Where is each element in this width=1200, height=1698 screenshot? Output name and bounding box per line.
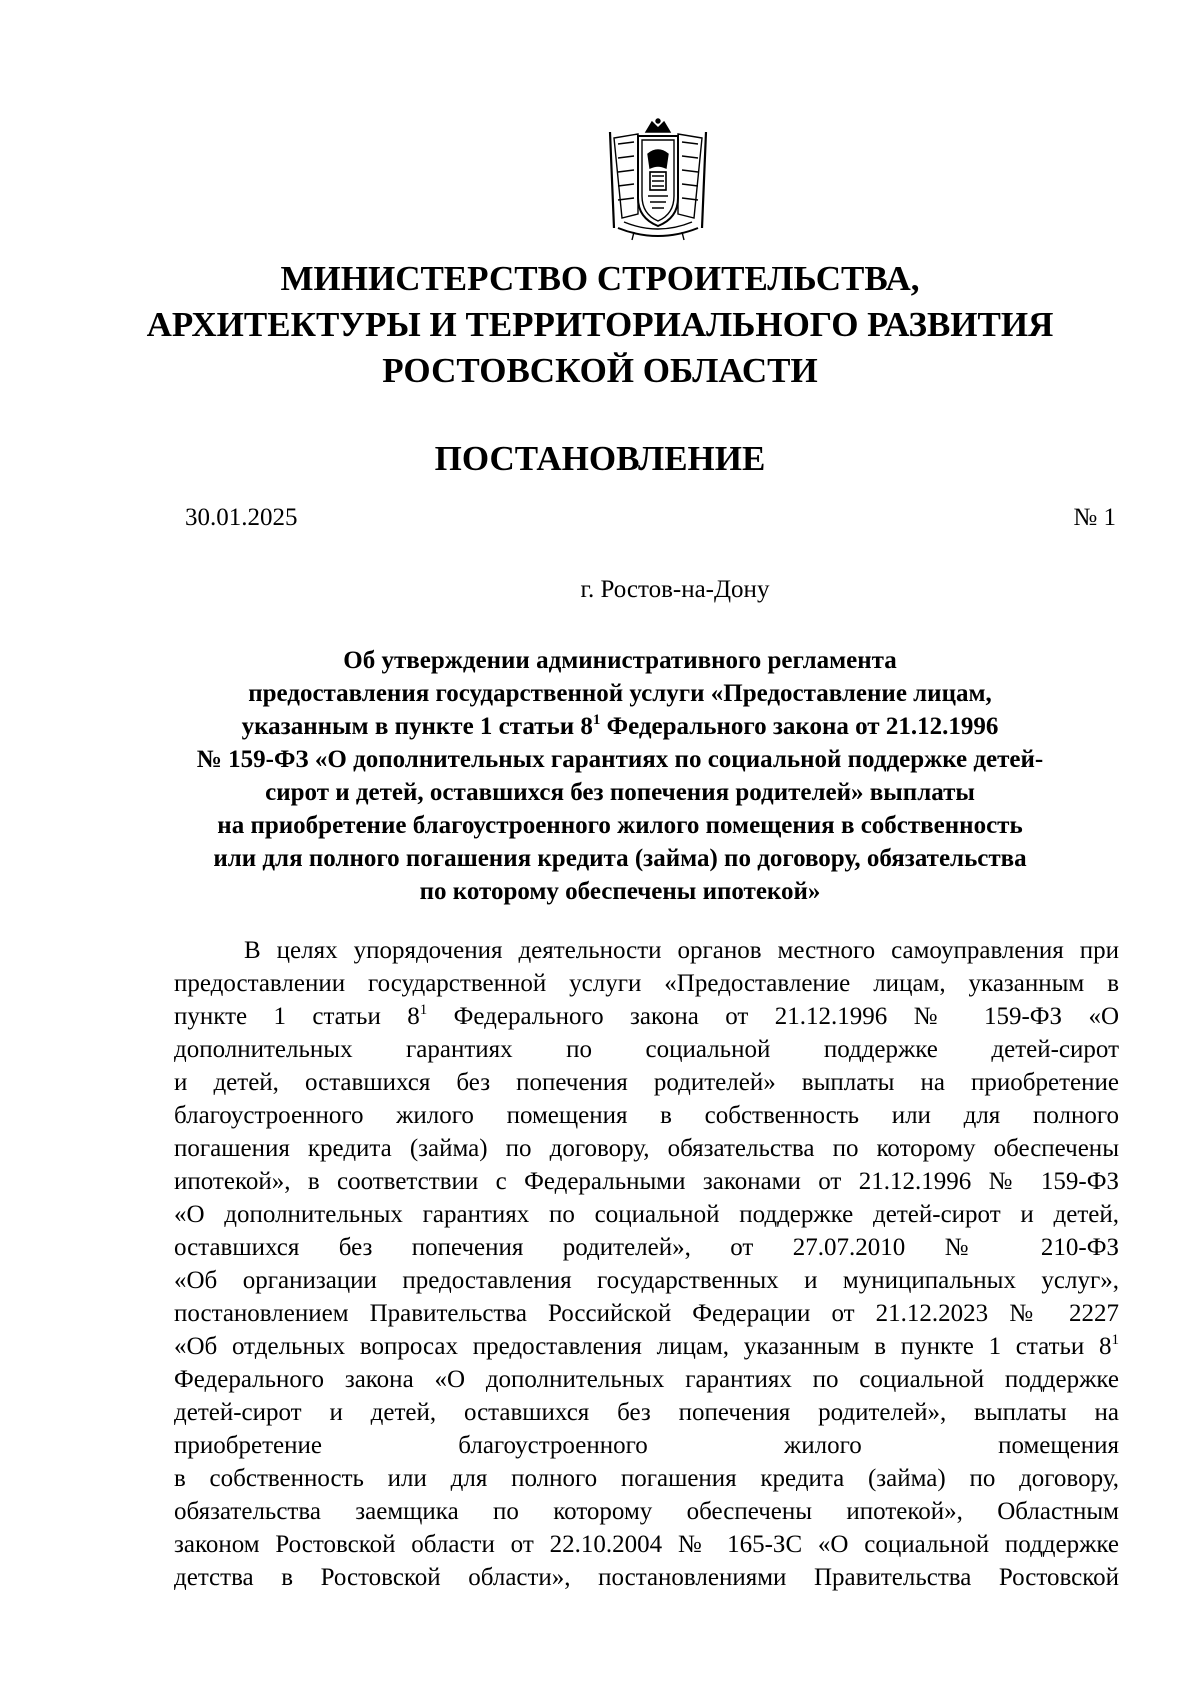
body-line: постановлением Правительства Российской Федерации от 21.12.2023 № 2227 <box>174 1300 1119 1327</box>
body-line <box>174 1330 1119 1363</box>
document-body <box>174 934 1119 1594</box>
body-line: оставшихся без попечения родителей», от 27.07.2010 № 210-ФЗ <box>174 1234 1119 1261</box>
body-line <box>174 1000 1119 1033</box>
body-line: обязательства заемщика по которому обеспечены ипотекой», Областным <box>174 1498 1119 1525</box>
body-line-part: Федерального закона от 21.12.1996 № 159-ФЗ «О <box>427 1003 1120 1030</box>
body-line: «О дополнительных гарантиях по социальной поддержке детей-сирот и детей, <box>174 1201 1119 1228</box>
body-line: В целях упорядочения деятельности органов местного самоуправления при <box>244 937 1119 964</box>
body-line: дополнительных гарантиях по социальной поддержке детей-сирот <box>174 1036 1119 1063</box>
subject-line: Об утверждении административного регламента <box>343 647 897 674</box>
subject-line-part: Федерального закона от 21.12.1996 <box>600 713 999 740</box>
ministry-line-3: РОСТОВСКОЙ ОБЛАСТИ <box>382 351 818 390</box>
document-subject <box>150 644 1090 908</box>
ministry-name <box>100 256 1100 394</box>
body-line: в собственность или для полного погашения кредита (займа) по договору, <box>174 1465 1119 1492</box>
body-line: ипотекой», в соответствии с Федеральными законами от 21.12.1996 № 159-ФЗ <box>174 1168 1119 1195</box>
body-line: «Об организации предоставления государственных и муниципальных услуг», <box>174 1267 1119 1294</box>
coat-of-arms-emblem <box>604 118 712 244</box>
body-line: благоустроенного жилого помещения в собственность или для полного <box>174 1102 1119 1129</box>
body-line: предоставлении государственной услуги «Предоставление лицам, указанным в <box>174 970 1119 997</box>
subject-line <box>150 710 1090 743</box>
superscript: 1 <box>419 1002 428 1018</box>
subject-line: или для полного погашения кредита (займа) по договору, обязательства <box>213 845 1027 872</box>
superscript: 1 <box>592 712 601 728</box>
document-city: г. Ростов-на-Дону <box>580 576 770 603</box>
body-line: и детей, оставшихся без попечения родителей» выплаты на приобретение <box>174 1069 1119 1096</box>
document-date: 30.01.2025 <box>185 504 298 531</box>
body-line-part: пункте 1 статьи 8 <box>174 1003 420 1030</box>
subject-line-part: указанным в пункте 1 статьи 8 <box>241 713 593 740</box>
subject-line: предоставления государственной услуги «Предоставление лицам, <box>248 680 992 707</box>
body-line-part: «Об отдельных вопросах предоставления лицам, указанным в пункте 1 статьи 8 <box>174 1333 1112 1360</box>
body-line: Федерального закона «О дополнительных гарантиях по социальной поддержке <box>174 1366 1119 1393</box>
document-type-title: ПОСТАНОВЛЕНИЕ <box>434 439 766 478</box>
body-line: погашения кредита (займа) по договору, обязательства по которому обеспечены <box>174 1135 1119 1162</box>
subject-line: № 159-ФЗ «О дополнительных гарантиях по социальной поддержке детей- <box>196 746 1044 773</box>
superscript: 1 <box>1111 1332 1119 1348</box>
body-line: детей-сирот и детей, оставшихся без попечения родителей», выплаты на <box>174 1399 1119 1426</box>
subject-line: на приобретение благоустроенного жилого помещения в собственность <box>217 812 1023 839</box>
body-line: приобретение благоустроенного жилого помещения <box>174 1432 1119 1459</box>
subject-line: по которому обеспечены ипотекой» <box>419 878 821 905</box>
document-number: № 1 <box>1073 504 1116 531</box>
ministry-line-1: МИНИСТЕРСТВО СТРОИТЕЛЬСТВА, <box>280 259 920 298</box>
body-line: детства в Ростовской области», постановлениями Правительства Ростовской <box>174 1564 1119 1591</box>
ministry-line-2: АРХИТЕКТУРЫ И ТЕРРИТОРИАЛЬНОГО РАЗВИТИЯ <box>146 305 1054 344</box>
subject-line: сирот и детей, оставшихся без попечения родителей» выплаты <box>265 779 975 806</box>
body-line: законом Ростовской области от 22.10.2004 № 165-ЗС «О социальной поддержке <box>174 1531 1119 1558</box>
